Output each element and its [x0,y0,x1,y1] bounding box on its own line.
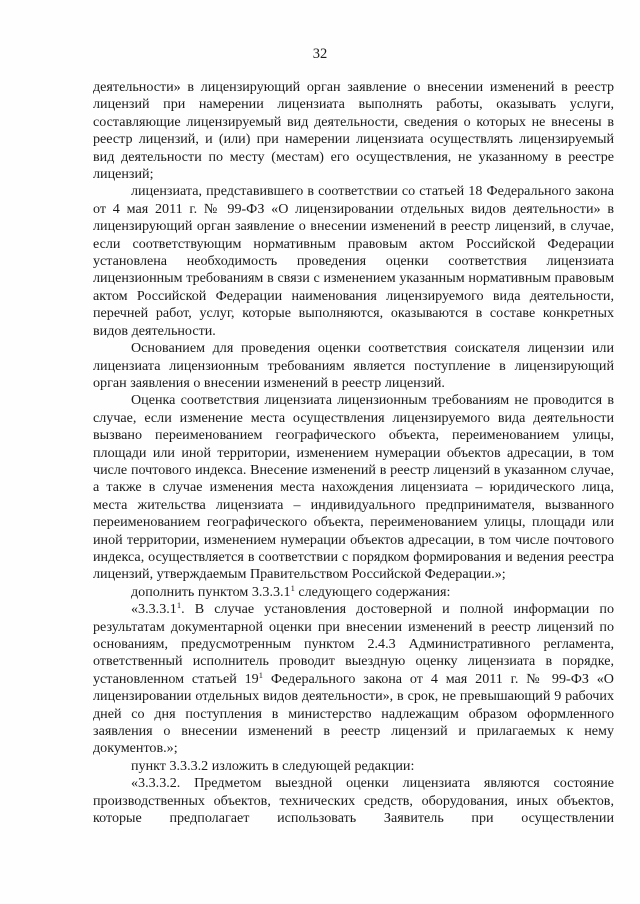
paragraph-assessment-exception: Оценка соответствия лицензиата лицензионным требованиям не проводится в случае, если изменение места осуществления лицензируемого вида деятельности вызвано переименованием географического объекта, переименованием улицы, площади или иной территории, изменением нумерации объектов адресации, в том числе почтового индекса. Внесение изменений в реестр лицензий в указанном случае, а также в случае изменения места нахождения лицензиата – юридического лица, места жительства лицензиата – индивидуального предпринимателя, вызванного переименованием географического объекта, переименованием улицы, площади или иной территории, изменением нумерации объектов адресации, в том числе почтового индекса, осуществляется в соответствии с порядком формирования и ведения реестра лицензий, утверждаемым Правительством Российской Федерации.»; [93,392,614,583]
clause-body-text: . В случае установления достоверной и полной информации по результатам документарной оценки при внесении изменений в реестр лицензий по основаниям, предусмотренным пунктом 2.4.3 Административного регламента, ответственный исполнитель проводит выездную оценку лицензиата в порядке, установленном статьей 19 [93,601,614,687]
clause-tail-text: Федерального закона от 4 мая 2011 г. № 99-ФЗ «О лицензировании отдельных видов деятельности», в срок, не превышающий 9 рабочих дней со дня поступления в министерство надлежащим образом оформленного заявления о внесении изменений в реестр лицензий и прилагаемых к нему документов.»; [93,670,614,757]
add-clause-text-after: следующего содержания: [294,583,451,600]
superscript-marker: 1 [176,600,182,611]
paragraph-licensee-article-18: лицензиата, представившего в соответствии со статьей 18 Федерального закона от 4 мая 2011 г. № 99-ФЗ «О лицензировании отдельных видов деятельности» в лицензирующий орган заявление о внесении изменений в реестр лицензий, в случае, если соответствующим нормативным правовым актом Российской Федерации установлена необходимость проведения оценки соответствия лицензиата лицензионным требованиям в связи с изменением указанным нормативным правовым актом Российской Федерации наименования лицензируемого вида деятельности, перечней работ, услуг, которые выполняются, оказываются в составе конкретных видов деятельности. [93,183,614,339]
paragraph-continuation: деятельности» в лицензирующий орган заявление о внесении изменений в реестр лицензий при намерении лицензиата выполнять работы, оказывать услуги, составляющие лицензируемый вид деятельности, сведения о которых не внесены в реестр лицензий, и (или) при намерении лицензиата осуществлять лицензируемый вид деятельности по месту (местам) его осуществления, не указанному в реестре лицензий; [93,79,614,183]
paragraph-clause-3-3-3-1-1 [93,601,614,758]
clause-number-text: «3.3.3.1 [131,601,177,618]
paragraph-clause-3-3-3-2: «3.3.3.2. Предметом выездной оценки лицензиата являются состояние производственных объектов, технических средств, оборудования, иных объектов, которые предполагает использовать Заявитель при осуществлении [93,775,614,827]
superscript-marker: 1 [290,582,295,593]
superscript-marker: 1 [258,669,263,680]
paragraph-add-clause [93,584,614,601]
paragraph-assessment-grounds: Основанием для проведения оценки соответствия соискателя лицензии или лицензиата лицензионным требованиям является поступление в лицензирующий орган заявления о внесении изменений в реестр лицензий. [93,340,614,391]
add-clause-text-before: дополнить пунктом 3.3.3.1 [131,583,291,600]
paragraph-clause-3-3-3-2-intro: пункт 3.3.3.2 изложить в следующей редакции: [131,757,415,774]
page-number: 32 [312,46,328,62]
document-body [93,79,614,827]
